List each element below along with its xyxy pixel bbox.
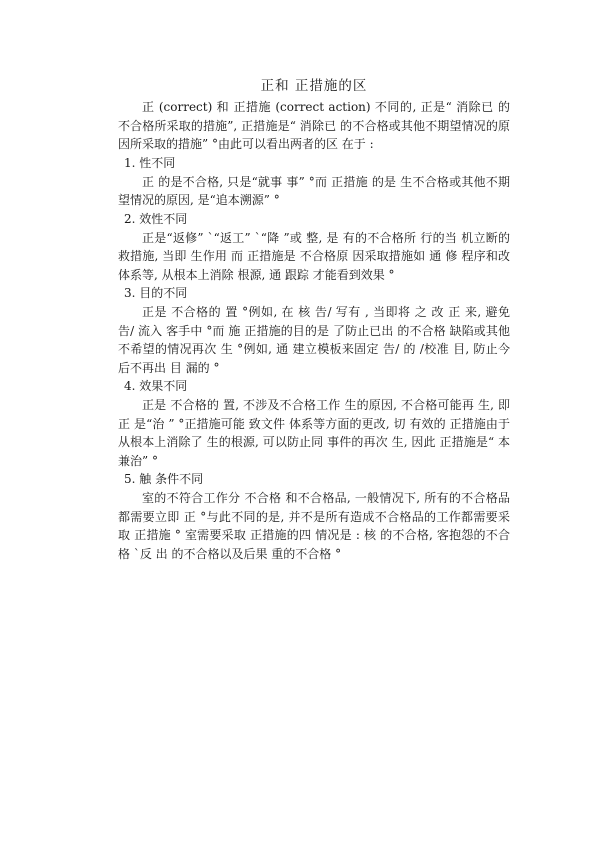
section-paragraph-3: 正是 不合格的 置 °例如, 在 核 告/ 写有 , 当即将 之 改 正 来, 避免 告/ 流入 客手中 °而 施 正措施的目的是 了防止已出 的不合格 缺陷或其他不希望的情况再次 生 °例如, 通 建立模板来固定 告/ 的 /校准 目, 防止今后不再出 目 漏的 °: [118, 305, 510, 375]
section-heading-3: 3. 目的不同: [124, 286, 188, 300]
intro-paragraph: 正 (correct) 和 正措施 (correct action) 不同的, 正是“ 消除已 的不合格所采取的措施”, 正措施是“ 消除已 的不合格或其他不期望情况的原因所采取的措施” °由此可以看出两者的区 在于 :: [118, 100, 510, 151]
section-heading-4: 4. 效果不同: [124, 379, 188, 393]
section-heading-5: 5. 触 条件不同: [124, 472, 204, 486]
section-paragraph-5: 室的不符合工作分 不合格 和不合格品, 一般情况下, 所有的不合格品都需要立即 正 °与此不同的是, 并不是所有造成不合格品的工作都需要采取 正措施 ° 室需要采取 正措施的四 情况是 : 核 的不合格, 客抱怨的不合格 `反 出 的不合格以及后果 重的不合格 °: [118, 491, 510, 561]
section-paragraph-2: 正是“返修” `“返工” `“降 ”或 整, 是 有的不合格所 行的当 机立断的 救措施, 当即 生作用 而 正措施是 不合格原 因采取措施如 通 修 程序和改 体系等, 从根本上消除 根源, 通 跟踪 才能看到效果 °: [118, 230, 510, 282]
section-paragraph-4: 正是 不合格的 置, 不涉及不合格工作 生的原因, 不合格可能再 生, 即 正 是“治 ” °正措施可能 致文件 体系等方面的更改, 切 有效的 正措施由于从根本上消除了 生的根源, 可以防止同 事件的再次 生, 因此 正措施是“ 本兼治” °: [118, 398, 510, 468]
document-page: [118, 76, 510, 563]
section-heading-1: 1. 性不同: [124, 155, 176, 170]
section-paragraph-1: 正 的是不合格, 只是“就事 事” °而 正措施 的是 生不合格或其他不期望情况的原因, 是“追本溯源” °: [118, 174, 510, 207]
document-title: 正和 正措施的区: [260, 78, 368, 94]
section-heading-2: 2. 效性不同: [124, 211, 188, 226]
